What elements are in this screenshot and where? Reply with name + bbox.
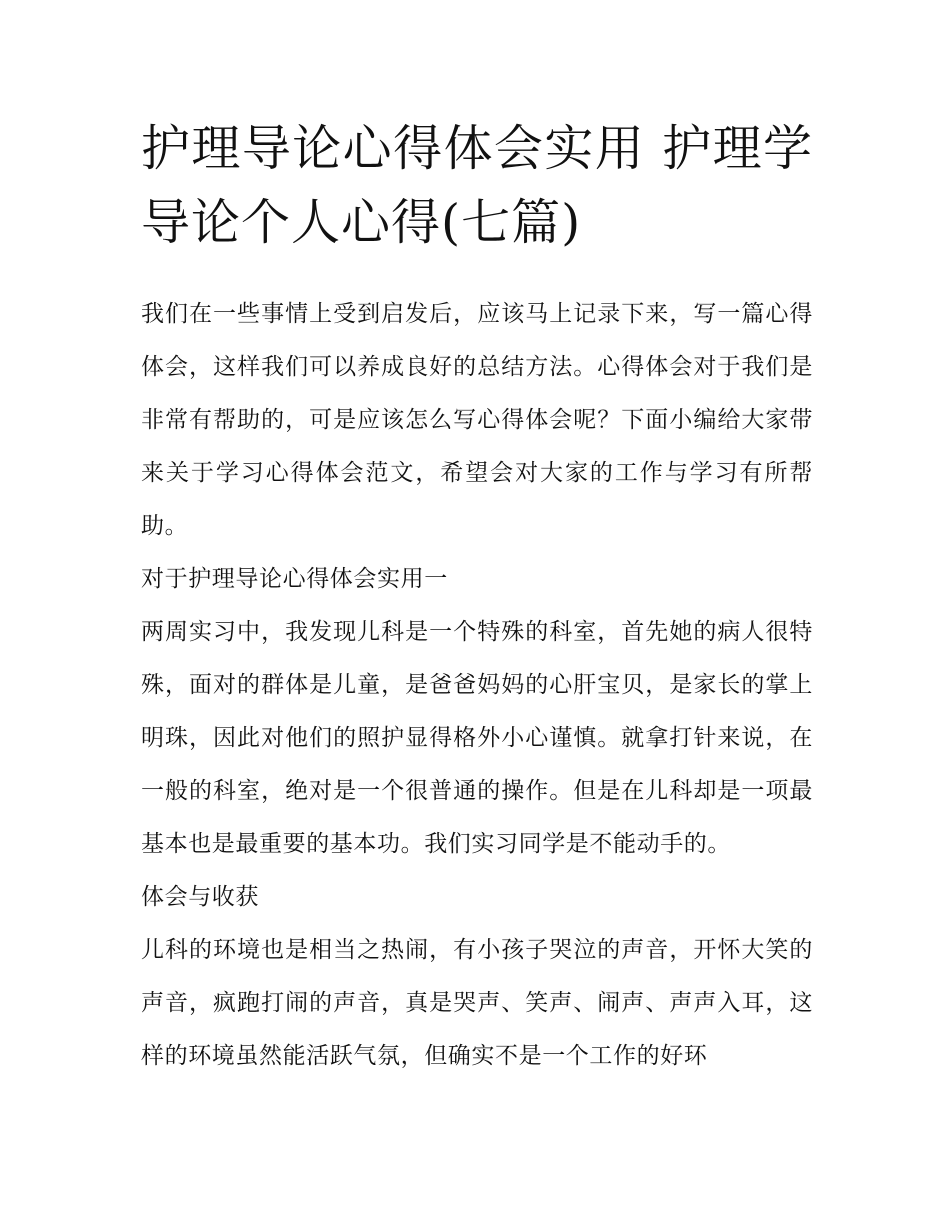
section-heading-2: 体会与收获 [141,884,259,910]
intro-paragraph: 我们在一些事情上受到启发后，应该马上记录下来，写一篇心得体会，这样我们可以养成良好的总结方法。心得体会对于我们是非常有帮助的，可是应该怎么写心得体会呢？下面小编给大家带来关于学习心得体会范文，希望会对大家的工作与学习有所帮助。 [141,301,813,539]
section-paragraph-2: 儿科的环境也是相当之热闹，有小孩子哭泣的声音，开怀大笑的声音，疯跑打闹的声音，真是哭声、笑声、闹声、声声入耳，这样的环境虽然能活跃气氛，但确实不是一个工作的好环 [141,937,813,1069]
document-body [141,288,813,1083]
section-paragraph-1: 两周实习中，我发现儿科是一个特殊的科室，首先她的病人很特殊，面对的群体是儿童，是爸爸妈妈的心肝宝贝，是家长的掌上明珠，因此对他们的照护显得格外小心谨慎。就拿打针来说，在一般的科室，绝对是一个很普通的操作。但是在儿科却是一项最基本也是最重要的基本功。我们实习同学是不能动手的。 [141,619,813,857]
document-page [141,112,813,1083]
section-heading-1: 对于护理导论心得体会实用一 [141,566,448,592]
document-title: 护理导论心得体会实用 护理学导论个人心得(七篇) [141,120,813,251]
